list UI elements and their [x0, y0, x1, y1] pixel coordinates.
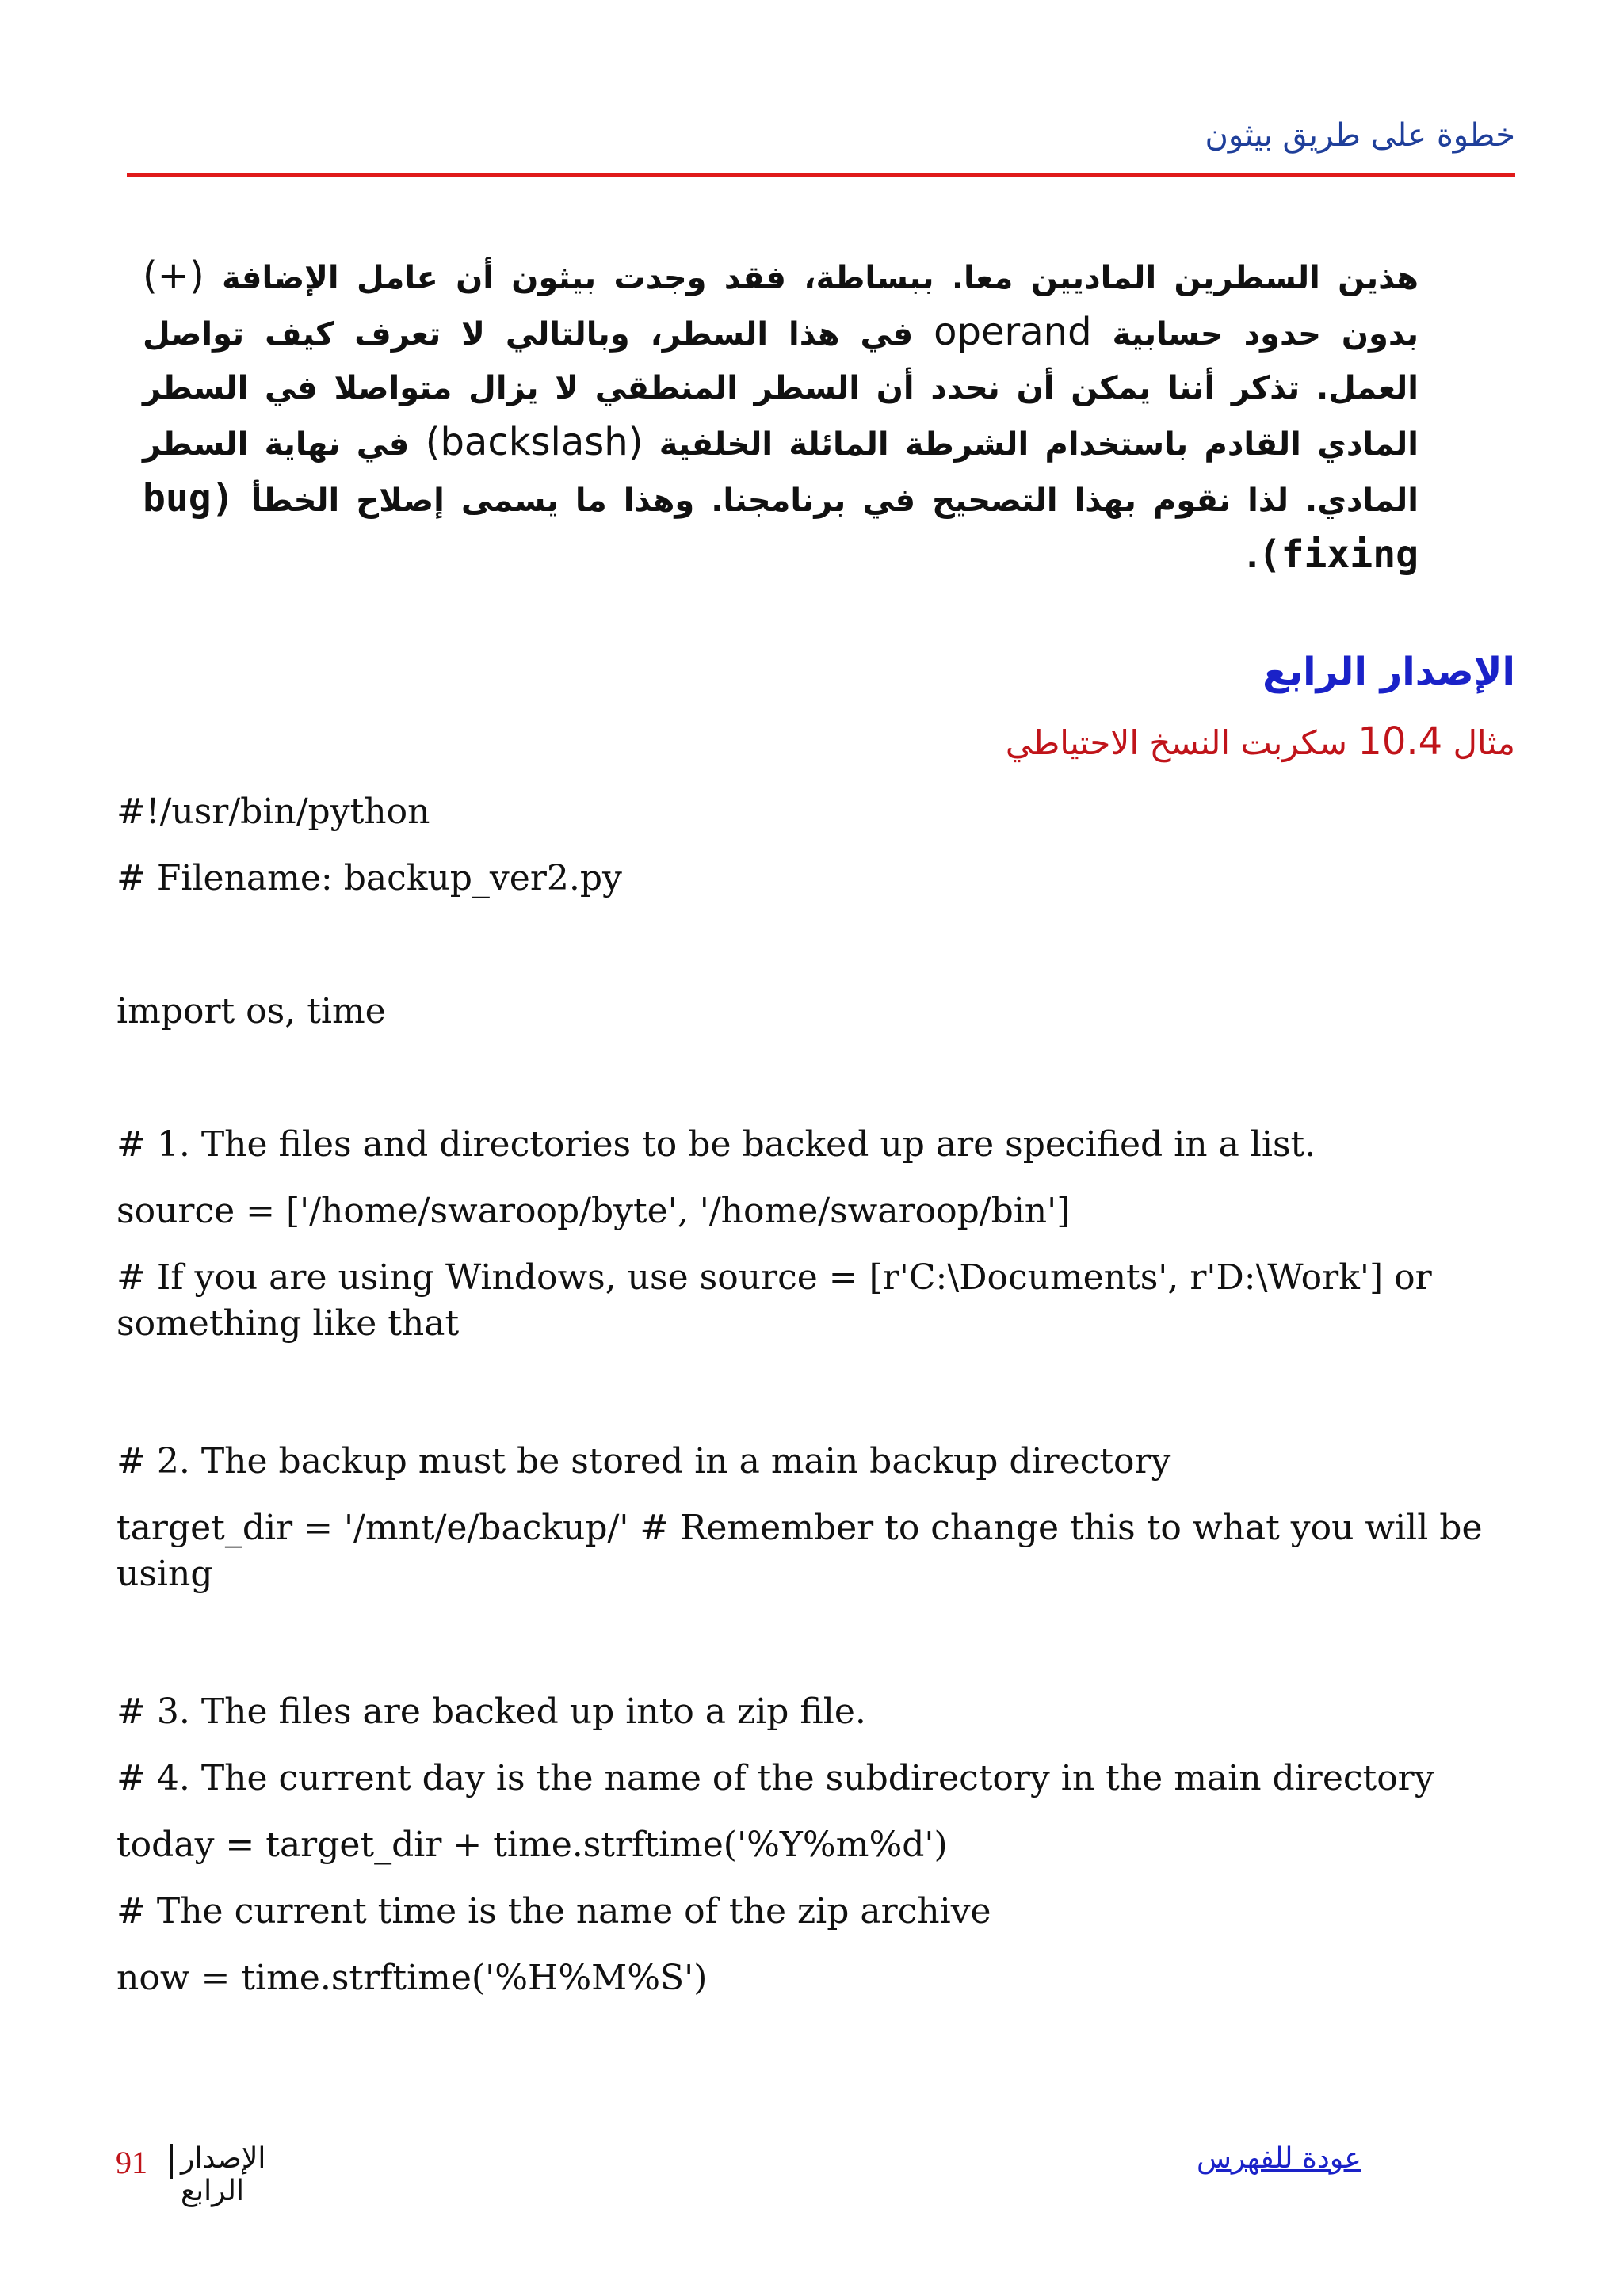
footer-separator: [170, 2144, 173, 2179]
code-line: # 1. The files and directories to be backed up are specified in a list.: [116, 1124, 1316, 1165]
example-title: [1006, 719, 1515, 764]
body-paragraph: [143, 249, 1419, 584]
para-end: .: [1246, 539, 1258, 575]
bug-fixing-term: (bug fixing): [143, 476, 1419, 577]
code-line: # 4. The current day is the name of the subdirectory in the main directory: [116, 1758, 1434, 1798]
code-line: today = target_dir + time.strftime('%Y%m%d'): [116, 1825, 948, 1865]
header-rule: [127, 173, 1515, 177]
running-header: خطوة على طريق بيثون: [1205, 117, 1515, 154]
code-line: target_dir = '/mnt/e/backup/' # Remember to change this to what you will be using: [116, 1508, 1483, 1594]
code-line: # 3. The files are backed up into a zip file.: [116, 1691, 866, 1732]
section-heading: الإصدار الرابع: [1262, 650, 1515, 694]
para-text-1: هذين السطرين الماديين معا. ببساطة، فقد وجدت بيثون أن عامل الإضافة: [204, 260, 1419, 296]
operand-term: operand: [934, 310, 1092, 354]
example-name: سكربت النسخ الاحتياطي: [1005, 723, 1347, 762]
code-line: # If you are using Windows, use source = [r'C:\Documents', r'D:\Work'] or something like that: [116, 1257, 1432, 1344]
example-label: مثال: [1453, 723, 1515, 762]
para-text-2: بدون حدود حسابية: [1091, 316, 1419, 353]
para-text-3: في هذا السطر، وبالتالي لا تعرف كيف تواصل العمل. تذكر أننا يمكن أن نحدد أن السطر المنطقي لا يزال متواصلا في السطر المادي القادم باستخدام الشرطة المائلة الخلفية: [143, 316, 1419, 463]
code-line: #!/usr/bin/python: [116, 791, 430, 832]
code-line: # Filename: backup_ver2.py: [116, 858, 622, 898]
code-line: # 2. The backup must be stored in a main backup directory: [116, 1441, 1171, 1482]
back-to-index-link[interactable]: عودة للفهرس: [1197, 2142, 1361, 2175]
code-line: # The current time is the name of the zip archive: [116, 1891, 991, 1932]
backslash-term: (backslash): [425, 420, 643, 464]
code-line: import os, time: [116, 991, 386, 1032]
code-line: now = time.strftime('%H%M%S'): [116, 1958, 708, 1998]
example-number: 10.4: [1358, 719, 1443, 764]
plus-operator: (+): [143, 254, 204, 298]
page-number: 91: [116, 2145, 147, 2180]
footer-chapter: الإصدار الرابع: [181, 2142, 266, 2207]
code-line: source = ['/home/swaroop/byte', '/home/swaroop/bin']: [116, 1191, 1071, 1231]
para-text-4: في نهاية السطر المادي. لذا نقوم بهذا التصحيح في برنامجنا. وهذا ما يسمى إصلاح الخطأ: [143, 426, 1419, 519]
